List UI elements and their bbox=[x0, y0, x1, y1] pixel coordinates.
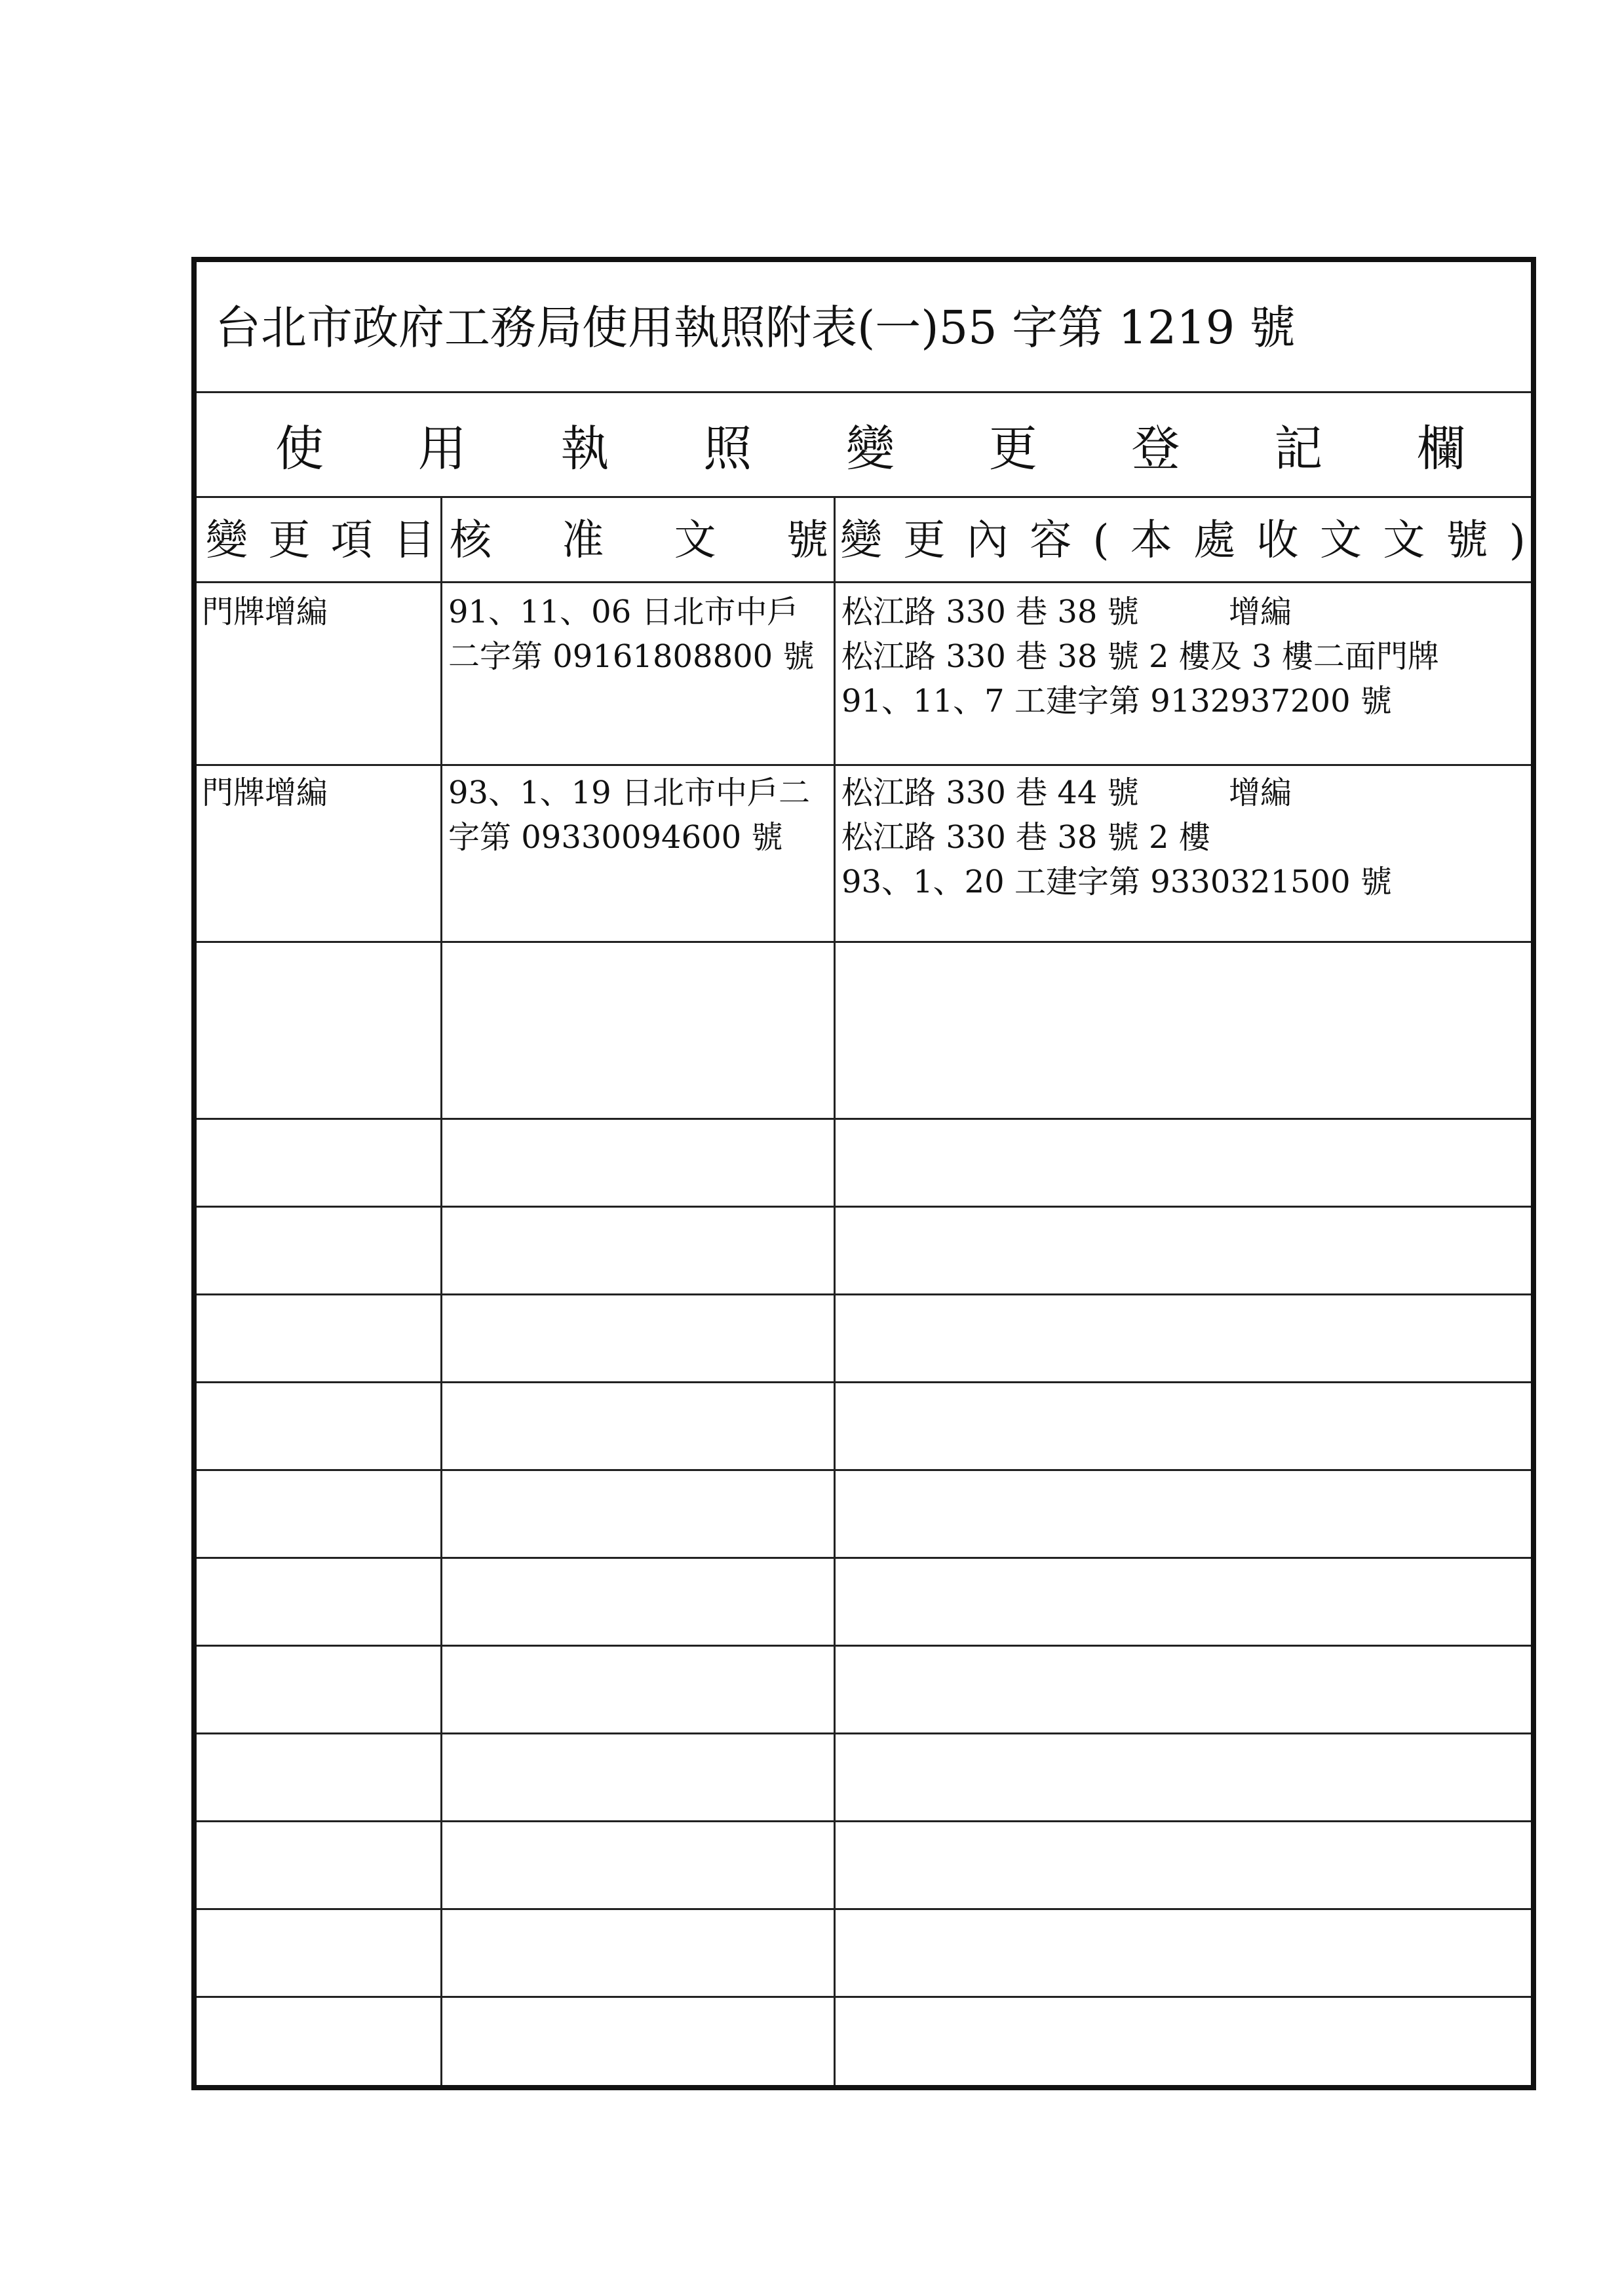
subtitle-char: 更 bbox=[988, 420, 1037, 477]
row-1-approval-doc: 91、11、06 日北市中戶 二字第 09161808800 號 bbox=[448, 594, 815, 675]
row-divider bbox=[197, 1206, 1531, 1208]
row-2-change-item: 門牌增編 bbox=[202, 775, 328, 811]
row-divider bbox=[197, 1293, 1531, 1295]
column-divider bbox=[834, 498, 836, 2085]
row-1-change-item: 門牌增編 bbox=[202, 594, 328, 630]
subtitle-char: 使 bbox=[275, 420, 324, 477]
subtitle-char: 變 bbox=[846, 420, 895, 477]
row-2-change-content: 松江路 330 巷 44 號 增編 松江路 330 巷 38 號 2 樓 93、1、20 工建字第 9330321500 號 bbox=[841, 775, 1392, 900]
usage-license-change-register-form bbox=[191, 257, 1536, 2090]
subtitle-char: 欄 bbox=[1417, 420, 1465, 477]
subtitle-char: 照 bbox=[703, 420, 752, 477]
row-divider bbox=[197, 764, 1531, 766]
subtitle-char: 用 bbox=[417, 420, 467, 477]
row-divider bbox=[197, 1820, 1531, 1822]
row-divider bbox=[197, 1996, 1531, 1998]
header-change-item: 變 更 項 目 bbox=[197, 498, 440, 583]
row-divider bbox=[197, 1381, 1531, 1383]
form-subtitle bbox=[197, 393, 1531, 498]
row-divider bbox=[197, 1469, 1531, 1471]
row-divider bbox=[197, 941, 1531, 943]
row-divider bbox=[197, 1908, 1531, 1910]
header-change-content: 變 更 內 容 ( 本 處 收 文 文 號 ) bbox=[834, 498, 1531, 583]
column-divider bbox=[440, 498, 442, 2085]
header-approval-doc-number: 核 准 文 號 bbox=[440, 498, 834, 583]
subtitle-char: 執 bbox=[560, 420, 609, 477]
row-2-approval-doc: 93、1、19 日北市中戶二 字第 09330094600 號 bbox=[448, 775, 810, 856]
row-1-change-content: 松江路 330 巷 38 號 增編 松江路 330 巷 38 號 2 樓及 3 樓二面門牌 91、11、7 工建字第 9132937200 號 bbox=[841, 594, 1439, 719]
row-divider bbox=[197, 1645, 1531, 1647]
row-divider bbox=[197, 1732, 1531, 1734]
row-divider bbox=[197, 1118, 1531, 1120]
row-divider bbox=[197, 1557, 1531, 1559]
subtitle-char: 記 bbox=[1274, 420, 1323, 477]
form-title: 台北市政府工務局使用執照附表(一)55 字第 1219 號 bbox=[197, 262, 1531, 393]
subtitle-char: 登 bbox=[1131, 420, 1180, 477]
